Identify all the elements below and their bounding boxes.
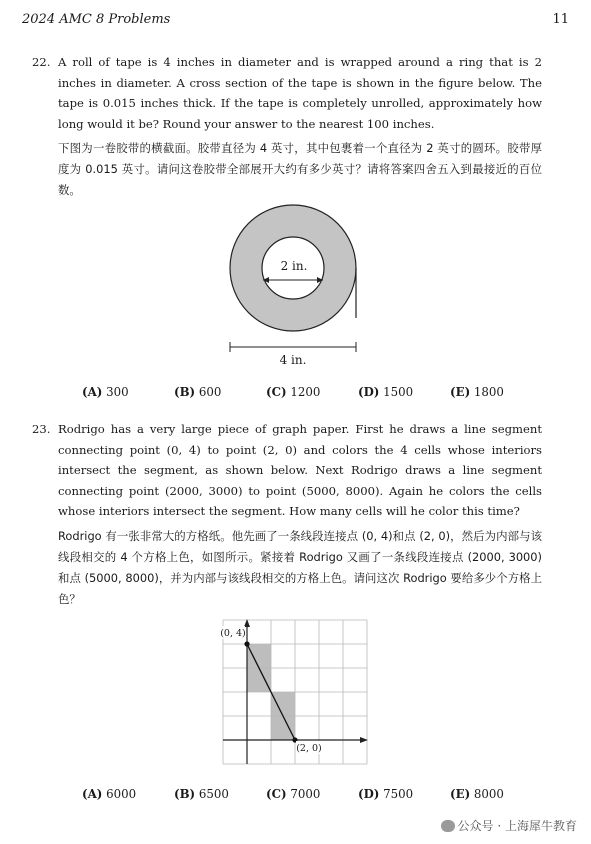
start-point-label: (0, 4) bbox=[220, 628, 246, 639]
choice-a: (A) 300 bbox=[82, 385, 129, 399]
choice-e: (E) 8000 bbox=[450, 787, 504, 801]
wechat-icon bbox=[441, 820, 455, 832]
problem-number: 23. bbox=[32, 422, 51, 436]
header-title: 2024 AMC 8 Problems bbox=[22, 12, 171, 27]
problem-text-chinese: Rodrigo 有一张非常大的方格纸。他先画了一条线段连接点 (0, 4)和点 (2, 0)，然后为内部与该线段相交的 4 个方格上色，如图所示。紧接着 Rodrigo 又画了一条线段连接点 (2000, 3000) 和点 (5000, 8000)，并为内部与该线段相交的方格上色。请问这次 Rodrigo 要给多少个方格上色？ bbox=[58, 528, 542, 606]
end-point-label: (2, 0) bbox=[296, 743, 322, 754]
page-number: 11 bbox=[552, 12, 569, 27]
choice-a: (A) 6000 bbox=[82, 787, 137, 801]
problem-text-chinese: 下图为一卷胶带的横截面。胶带直径为 4 英寸，其中包裹着一个直径为 2 英寸的圆环。胶带厚度为 0.015 英寸。请问这卷胶带全部展开大约有多少英寸？请将答案四舍五入到最接近的百位数。 bbox=[58, 141, 542, 198]
outer-diameter-label: 4 in. bbox=[279, 353, 307, 367]
problem-text: Rodrigo has a very large piece of graph paper. First he draws a line segment connecting point (0, 4) to point (2, 0) and colors the 4 cells whose interiors intersect the segment, as shown below. Next Rodrigo draws a line segment connecting point (2000, 3000) to point (5000, 8000). Again he colors the cells whose interiors intersect the segment. How many cells will he color this time? bbox=[58, 422, 542, 519]
inner-diameter-label: 2 in. bbox=[280, 259, 308, 273]
watermark: 公众号 · 上海犀牛教育 bbox=[441, 817, 577, 834]
choice-c: (C) 7000 bbox=[266, 787, 321, 801]
choice-b: (B) 6500 bbox=[174, 787, 229, 801]
problem-number: 22. bbox=[32, 55, 51, 69]
choice-d: (D) 7500 bbox=[358, 787, 414, 801]
choice-e: (E) 1800 bbox=[450, 385, 504, 399]
problem-text: A roll of tape is 4 inches in diameter and is wrapped around a ring that is 2 inches in diameter. A cross section of the tape is shown in the figure below. The tape is 0.015 inches thick. If the tape is completely unrolled, approximately how long would it be? Round your answer to the nearest 100 inches. bbox=[58, 55, 542, 131]
start-point bbox=[244, 641, 249, 646]
choice-c: (C) 1200 bbox=[266, 385, 321, 399]
choice-b: (B) 600 bbox=[174, 385, 222, 399]
choice-d: (D) 1500 bbox=[358, 385, 414, 399]
